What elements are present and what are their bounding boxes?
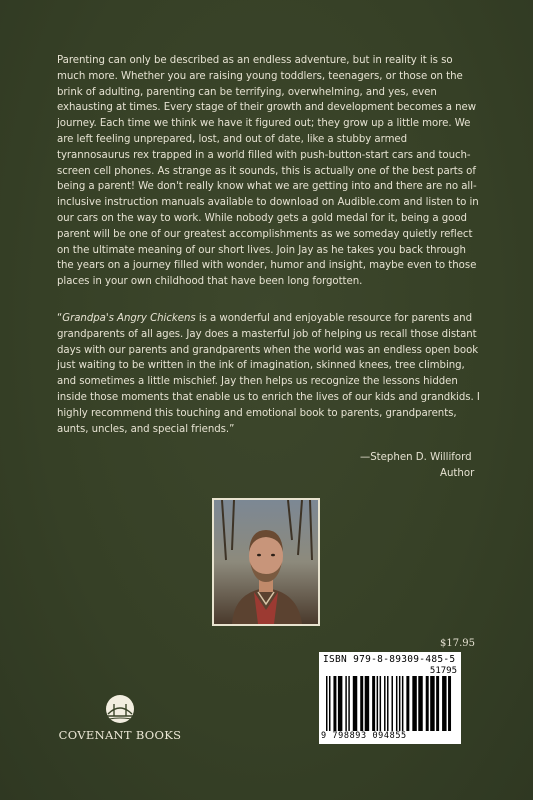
- author-photo: [212, 498, 320, 626]
- barcode-bars: [325, 676, 455, 731]
- barcode-bar: [442, 676, 446, 731]
- barcode-bar: [365, 676, 369, 731]
- barcode-bar: [418, 676, 422, 731]
- isbn-label: ISBN 979-8-89309-485-5: [323, 654, 456, 665]
- quote-text: is a wonderful and enjoyable resource for parents and grandparents of all ages. Jay does a masterful job of helping us recall those distant days with our parents and grandparents when the world was an endless open book just waiting to be written in the ink of imagination, skinned knees, tree climbing, and sometimes a little mischief. Jay then helps us recognize the lessons hidden inside those moments that enable us to enrich the lives of our kids and grandkids. I highly recommend this touching and emotional book to parents, grandparents, aunts, uncles, and special friends.”: [57, 313, 480, 435]
- barcode-bar: [384, 676, 385, 731]
- barcode-bar: [399, 676, 400, 731]
- barcode-bar: [326, 676, 327, 731]
- barcode-bar: [333, 676, 336, 731]
- publisher-block: [55, 694, 185, 742]
- barcode-bar: [348, 676, 349, 731]
- author-portrait-illustration: [214, 500, 318, 624]
- quote-book-title: Grandpa's Angry Chickens: [62, 313, 196, 324]
- barcode-bar: [345, 676, 346, 731]
- barcode-bar: [329, 676, 330, 731]
- barcode-bar: [406, 676, 409, 731]
- barcode-bar: [387, 676, 388, 731]
- barcode-bar: [391, 676, 392, 731]
- price-label: $17.95: [440, 638, 475, 649]
- barcode-price-code: 51795: [429, 666, 457, 676]
- barcode-bar: [396, 676, 397, 731]
- barcode-bar: [380, 676, 381, 731]
- barcode-bar: [426, 676, 429, 731]
- barcode-bar: [377, 676, 378, 731]
- attribution-name: —Stephen D. Williford: [360, 452, 472, 463]
- attribution-role: Author: [440, 468, 475, 479]
- barcode-bar: [430, 676, 434, 731]
- endorsement-quote: [57, 311, 481, 437]
- isbn-barcode: [319, 652, 461, 744]
- barcode-bar: [412, 676, 416, 731]
- bridge-logo-icon: [103, 694, 137, 724]
- endorsement-attribution: [360, 450, 490, 482]
- barcode-number: 9 798893 094855: [321, 731, 407, 741]
- publisher-name: COVENANT BOOKS: [58, 728, 182, 742]
- barcode-bar: [338, 676, 342, 731]
- barcode-bar: [360, 676, 363, 731]
- barcode-bar: [448, 676, 451, 731]
- barcode-bar: [402, 676, 403, 731]
- quote-open-mark: “: [57, 313, 63, 324]
- blurb-paragraph: Parenting can only be described as an endless adventure, but in reality it is so much more. Whether you are raising young toddlers, teenagers, or those on the brink of adulting, parenting can be terrifying, overwhelming, and yes, even exhausting at times. Every stage of their growth and development becomes a new journey. Each time we think we have it figured out; they grow up a little more. We are left feeling unprepared, lost, and out of date, like a stubby armed tyrannosaurus rex trapped in a world filled with push-button-start cars and touch-screen cell phones. As strange as it sounds, this is actually one of the best parts of being a parent! We don't really know what we are getting into and there are no all-inclusive instruction manuals available to download on Audible.com and listen to in our cars on the way to work. While nobody gets a gold medal for it, being a good parent will be one of our greatest accomplishments as we someday quietly reflect on the ultimate meaning of our short lives. Join Jay as he takes you back through the years on a journey filled with wonder, humor and insight, maybe even to those places in your own childhood that have been long forgotten.: [57, 55, 479, 288]
- barcode-bar: [353, 676, 357, 731]
- barcode-bar: [372, 676, 375, 731]
- barcode-bar: [436, 676, 439, 731]
